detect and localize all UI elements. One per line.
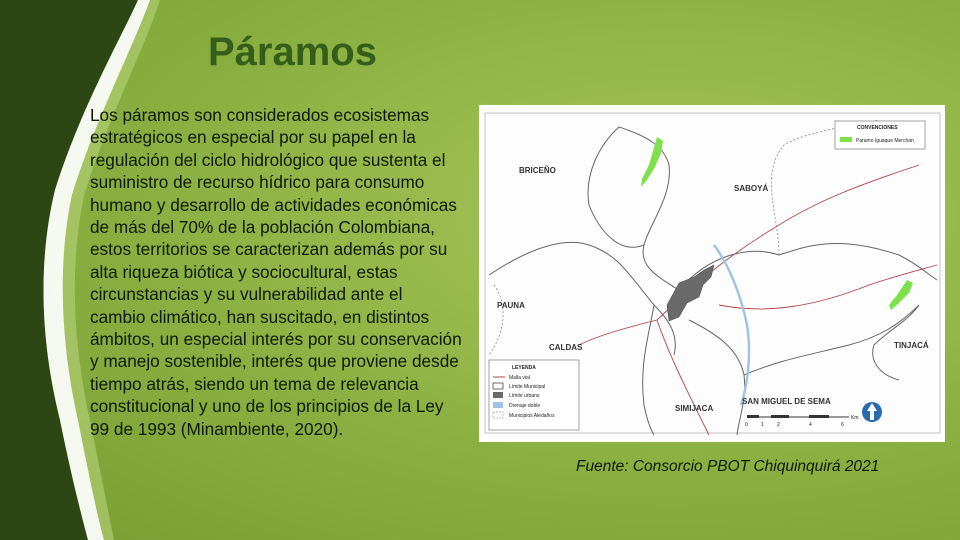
place-label: SABOYÁ — [734, 184, 769, 193]
legend-item: Límite urbano — [509, 393, 540, 399]
conventions-box — [835, 121, 925, 149]
map-figure — [479, 105, 945, 442]
legend-urban-symbol — [493, 392, 503, 398]
place-label: BRICEÑO — [519, 166, 556, 175]
place-label: SIMIJACA — [675, 404, 714, 413]
scale-tick: 4 — [809, 422, 812, 428]
legend-item: Malla vial — [509, 375, 530, 381]
body-paragraph: Los páramos son considerados ecosistemas estratégicos en especial por su papel en la regulación del ciclo hidrológico que sustenta el suministro de recurso hídrico para consumo humano y desarrollo de actividades económicas de más del 70% de la población Colombiana, estos territorios se caracterizan además por su alta riqueza biótica y sociocultural, estas circunstancias y su vulnerabilidad ante el cambio climático, han suscitado, en distintos ámbitos, un especial interés por su conservación y manejo sostenible, interés que proviene desde tiempo atrás, siendo un tema de relevancia constitucional y uno de los principios de la Ley 99 de 1993 (Minambiente, 2020). — [90, 105, 462, 439]
paramo-swatch — [840, 137, 852, 142]
conventions-item: Paramo Iguaque Merchan — [856, 138, 914, 144]
place-label: PAUNA — [497, 301, 525, 310]
north-arrow-icon — [862, 402, 882, 422]
scale-tick: 6 — [841, 422, 844, 428]
legend-item: Drenaje doble — [509, 403, 541, 409]
place-label: TINJACÁ — [894, 341, 929, 350]
scale-tick: 1 — [761, 422, 764, 428]
scale-tick: 0 — [745, 422, 748, 428]
legend-title: LEYENDA — [512, 365, 536, 371]
slide-title: Páramos — [208, 30, 377, 74]
place-label: SAN MIGUEL DE SEMA — [742, 397, 831, 406]
legend-item: Municipios Aledaños — [509, 413, 555, 419]
map-svg — [479, 105, 945, 442]
conventions-title: CONVENCIONES — [857, 125, 898, 131]
scale-tick: 2 — [777, 422, 780, 428]
place-label: CALDAS — [549, 343, 583, 352]
scale-unit: Km — [851, 415, 859, 421]
legend-drainage-symbol — [493, 402, 503, 408]
legend-item: Límite Municipal — [509, 384, 546, 390]
figure-caption: Fuente: Consorcio PBOT Chiquinquirá 2021 — [576, 458, 880, 475]
legend-box — [489, 360, 579, 430]
